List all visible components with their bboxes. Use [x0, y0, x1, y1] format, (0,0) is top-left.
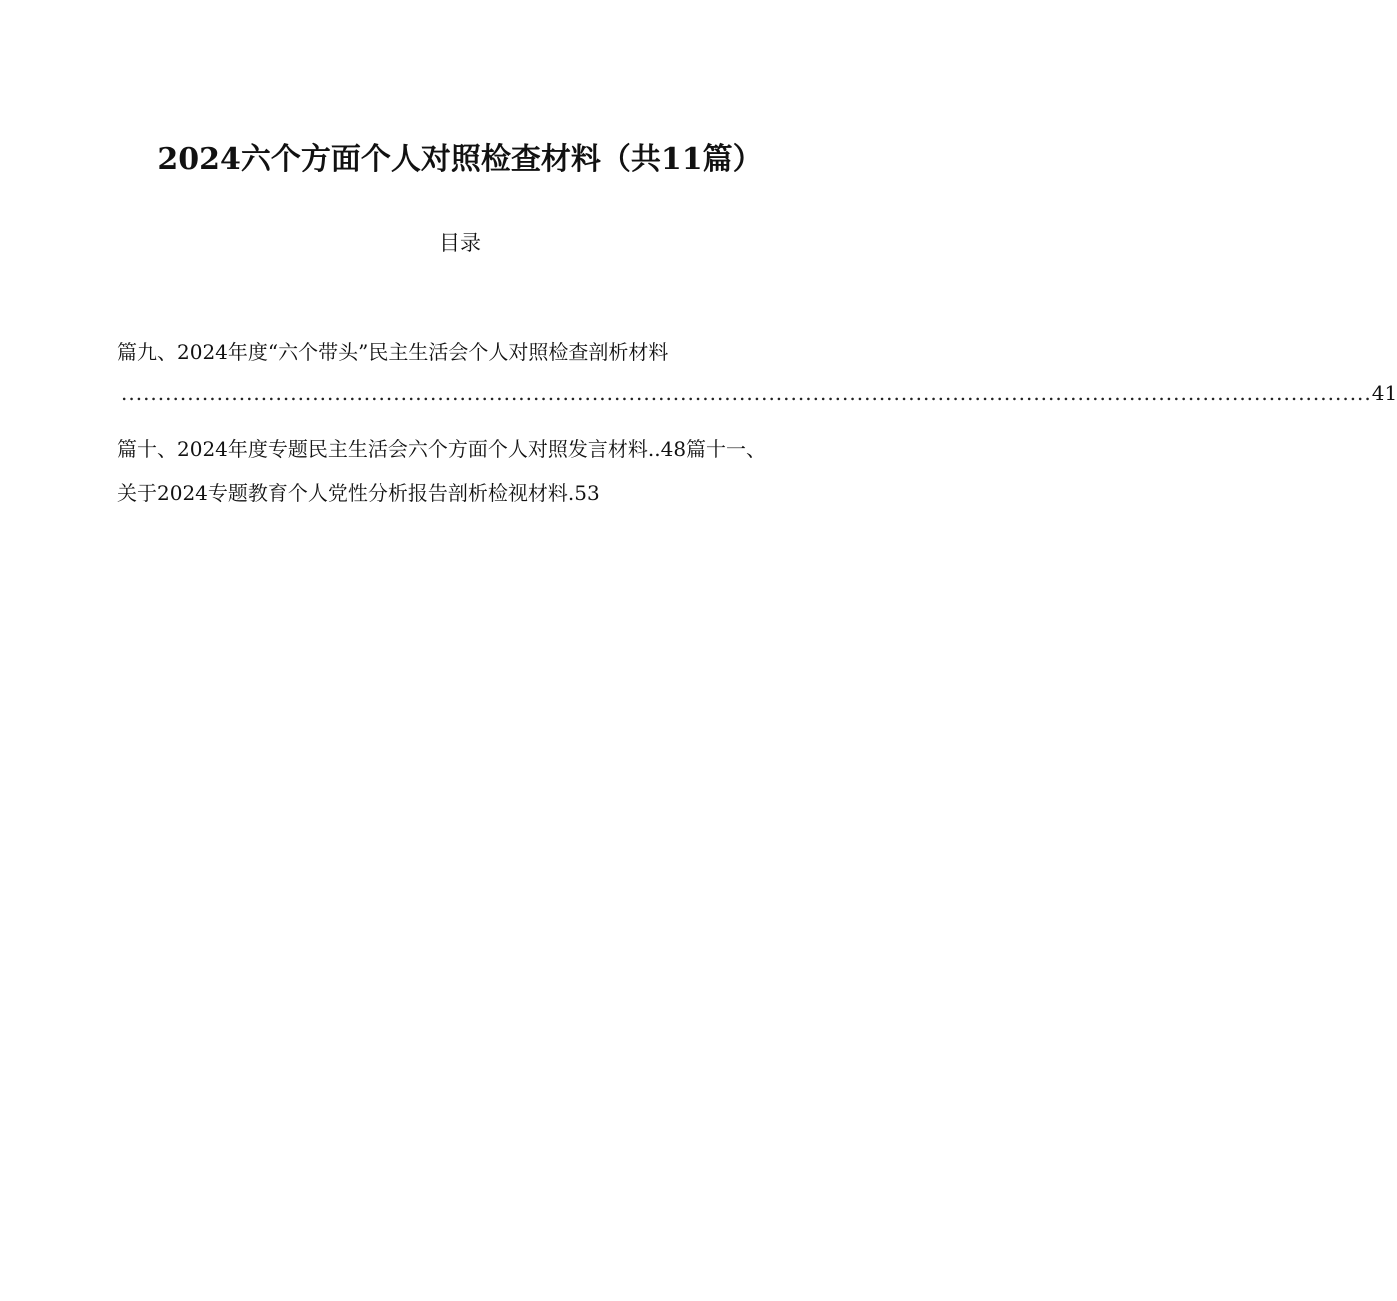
toc-entry-9-title[interactable]: 篇九、2024年度“六个带头”民主生活会个人对照检查剖析材料 — [117, 340, 669, 364]
toc-dot-leader: .......................................................................................................................................................................... — [121, 381, 1372, 405]
toc-heading: 目录 — [439, 231, 481, 255]
toc-entry-9-leader-row[interactable] — [121, 378, 1397, 408]
document-title: 2024六个方面个人对照检查材料（共11篇） — [157, 142, 763, 177]
toc-entry-11-line[interactable]: 关于2024专题教育个人党性分析报告剖析检视材料.53 — [117, 481, 600, 505]
toc-entry-10-line[interactable]: 篇十、2024年度专题民主生活会六个方面个人对照发言材料..48篇十一、 — [117, 437, 767, 461]
toc-entry-9-page-number: 41 — [1371, 381, 1397, 405]
